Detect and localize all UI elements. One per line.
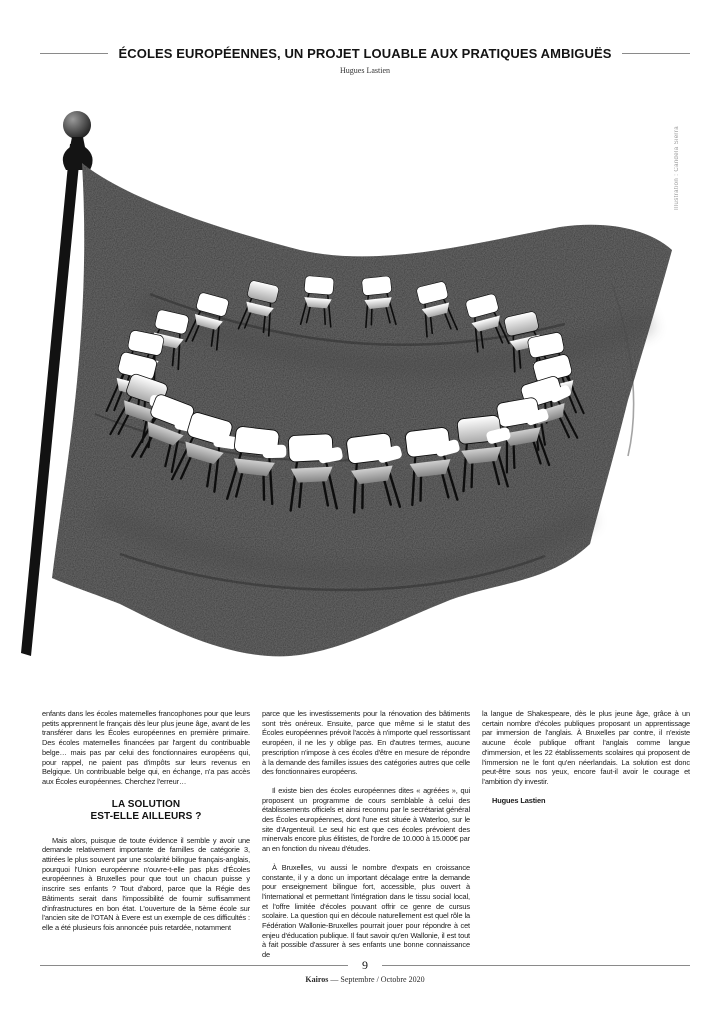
article-title: ÉCOLES EUROPÉENNES, UN PROJET LOUABLE AUX PRATIQUES AMBIGUËS bbox=[118, 46, 612, 61]
section-heading bbox=[42, 799, 250, 824]
paragraph: enfants dans les écoles maternelles francophones pour que leurs petits apprennent le français dès leur plus jeune âge, avant de les transférer dans les Écoles européennes en première primaire. Des écoles maternelles financées par l'argent du contribuable belge… mais pas par celui des fonctionnaires européens qui, pour rappel, ne paient pas d'impôts sur leurs revenus en Belgique. Un contribuable belge qui, en échange, n'a pas accès aux Écoles européennes. Cherchez l'erreur… bbox=[42, 709, 250, 786]
issue-date: — Septembre / Octobre 2020 bbox=[330, 975, 425, 984]
pole-ball-finial bbox=[63, 111, 91, 139]
author-signature: Hugues Lastien bbox=[492, 795, 546, 805]
page-footer bbox=[40, 958, 690, 984]
footer-rule-left bbox=[40, 965, 348, 966]
paragraph: Il existe bien des écoles européennes dites « agréées », qui proposent un programme de cours semblable à celui des établissements officiels et ainsi reconnu par le secrétariat général des Écoles européennes, dont l'une est située à Waterloo, sur le site d'Argenteuil. Le seul hic est que ces écoles prévoient des minervals encore plus élitistes, de l'ordre de 10.000 à 15.000€ par an en fonction du niveau d'études. bbox=[262, 785, 470, 854]
page-number: 9 bbox=[362, 958, 368, 972]
page-header bbox=[40, 46, 690, 75]
title-row bbox=[40, 46, 690, 61]
title-rule-left bbox=[40, 53, 108, 54]
magazine-name: Kairos bbox=[305, 975, 329, 984]
title-rule-right bbox=[622, 53, 690, 54]
pole-collar bbox=[63, 137, 93, 170]
flag-illustration bbox=[0, 84, 724, 684]
paragraph: parce que les investissements pour la rénovation des bâtiments sont très onéreux. Ensuite, parce que même si le statut des Écoles européennes prévoit l'accès à n'importe quel ressortissant européen, il ne les y oblige pas. En d'autres termes, aucune prescription n'impose à ces écoles d'être en mesure de répondre à la demande des familles issues des catégories autres que celle des fonctionnaires européens. bbox=[262, 709, 470, 777]
section-heading-line: EST-ELLE AILLEURS ? bbox=[90, 811, 202, 823]
illustration-credit: Illustration : Candela Sierra bbox=[674, 126, 680, 210]
issue-line bbox=[40, 975, 690, 984]
column-1 bbox=[42, 709, 250, 969]
article-columns bbox=[42, 709, 690, 969]
paragraph: la langue de Shakespeare, dès le plus jeune âge, grâce à un certain nombre d'écoles publiques proposant un apprentissage par immersion de l'anglais. À Bruxelles par contre, il n'existe aucune école publique offrant l'anglais comme langue d'immersion, et les 22 établissements scolaires qui proposent de l'immersion ne le font qu'en néerlandais. La solution est donc peut-être sous nos yeux, encore faut-il avoir le courage et l'ambition d'y investir. bbox=[482, 709, 690, 786]
column-2 bbox=[262, 709, 470, 969]
paragraph: Mais alors, puisque de toute évidence il semble y avoir une demande relativement importante de familles de catégorie 3, attirées le plus souvent par une scolarité bilingue français-anglais, pourquoi l'Union européenne n'ouvre-t-elle pas plus d'Écoles européennes à Bruxelles pour que tout un chacun puisse y inscrire ses enfants ? Tout d'abord, parce que la Régie des Bâtiments serait dans l'impossibilité de fournir suffisamment d'infrastructures en bon état. L'ouverture de la 5ème école sur l'ancien site de l'OTAN à Evere est un exemple de ces difficultés : elle a été plusieurs fois annoncée puis retardée, notamment bbox=[42, 835, 250, 932]
column-3 bbox=[482, 709, 690, 969]
section-heading-line: LA SOLUTION bbox=[111, 798, 181, 810]
paragraph: À Bruxelles, vu aussi le nombre d'expats en croissance constante, il y a donc un important décalage entre la demande pour enseignement bilingue fort, accessible, plus ouvert à l'international et permettant l'intégration dans le tissu social local, et l'offre limitée d'écoles pouvant offrir ce genre de cursus scolaire. La question qui en découle naturellement est quel rôle la Fédération Wallonie-Bruxelles pourrait jouer pour répondre à cet enjeu d'éducation publique. Il faut savoir qu'en Wallonie, il est tout à fait possible d'assurer à ses enfants une bonne connaissance de bbox=[262, 862, 470, 960]
footer-rule-right bbox=[382, 965, 690, 966]
byline: Hugues Lastien bbox=[340, 66, 390, 75]
footer-rule-row bbox=[40, 958, 690, 973]
